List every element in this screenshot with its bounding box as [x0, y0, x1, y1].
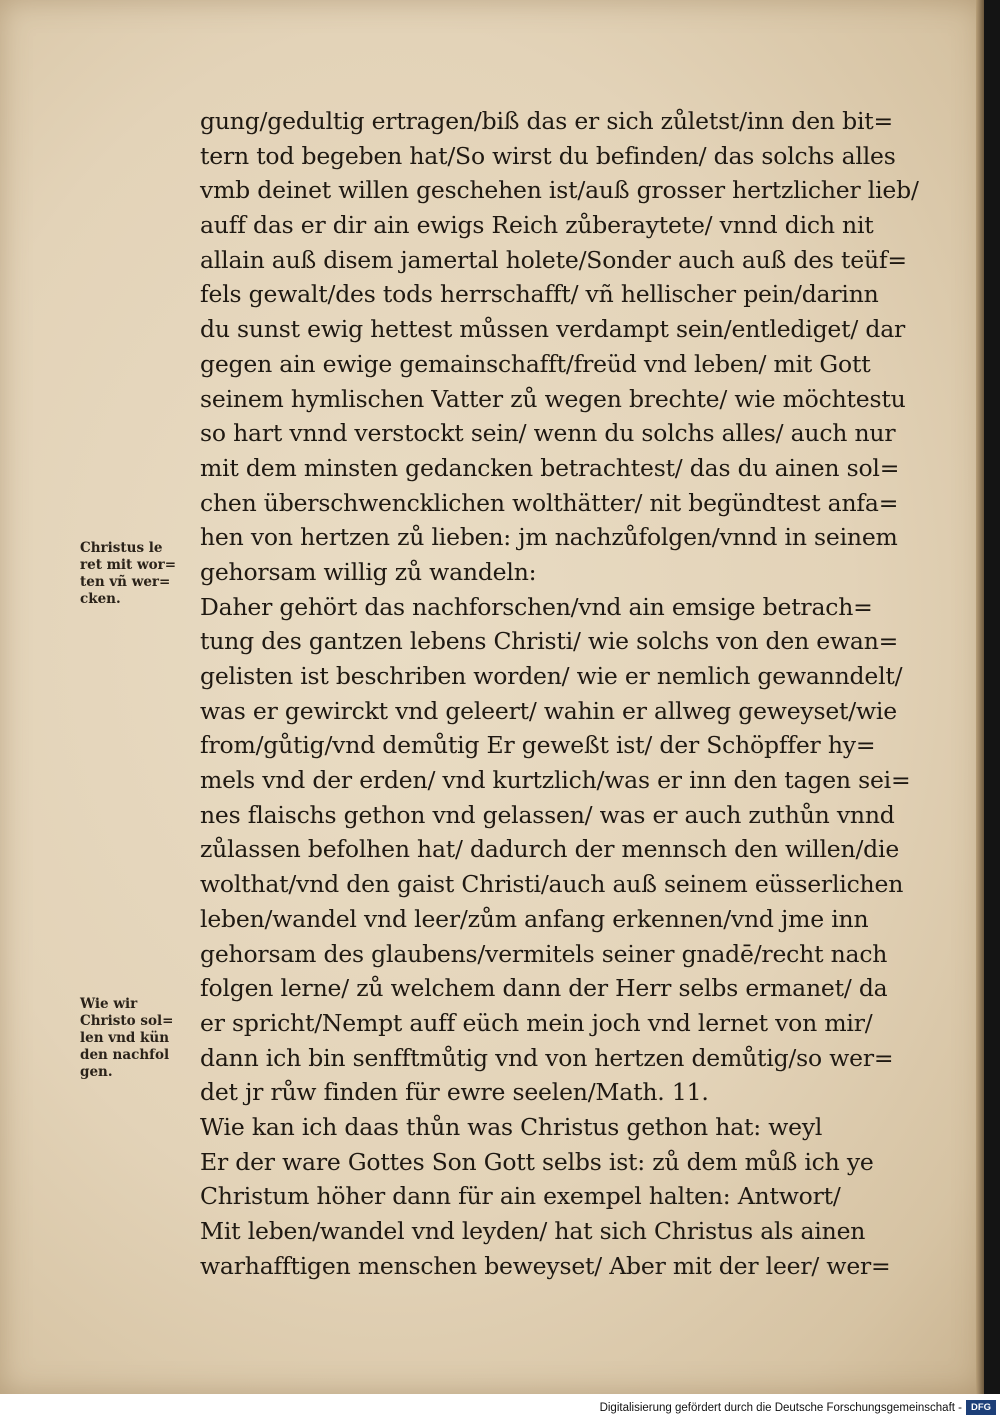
page-edge-shadow [976, 0, 984, 1394]
text-line: auff das er dir ain ewigs Reich zůberaytete/ vnnd dich nit [200, 211, 874, 240]
margin-note-line: Christo sol= [80, 1013, 174, 1029]
main-text-block [200, 104, 940, 1283]
text-line: allain auß disem jamertal holete/Sonder auch auß des teüf= [200, 245, 907, 274]
text-line: er spricht/Nempt auff eüch mein joch vnd lernet von mir/ [200, 1008, 873, 1037]
text-line: nes flaischs gethon vnd gelassen/ was er auch zuthůn vnnd [200, 800, 895, 829]
text-line: so hart vnnd verstockt sein/ wenn du solchs alles/ auch nur [200, 419, 896, 448]
text-line: gehorsam des glaubens/vermitels seiner gnadē/recht nach [200, 939, 888, 968]
margin-note-line: Christus le [80, 540, 163, 556]
text-line: gung/gedultig ertragen/biß das er sich zůletst/inn den bit= [200, 107, 893, 135]
margin-note-line: ret mit wor= [80, 557, 177, 573]
text-line: zůlassen befolhen hat/ dadurch der mennsch den willen/die [200, 835, 900, 864]
text-line: du sunst ewig hettest můssen verdampt sein/entlediget/ dar [200, 315, 906, 344]
margin-note-wie-wir-christo [80, 996, 198, 1081]
margin-note-line: den nachfol [80, 1047, 170, 1063]
text-line: mels vnd der erden/ vnd kurtzlich/was er inn den tagen sei= [200, 766, 911, 795]
footer-bar [0, 1394, 1000, 1424]
margin-note-line: cken. [80, 591, 121, 607]
margin-note-line: ten vñ wer= [80, 574, 171, 590]
text-line: gegen ain ewige gemainschafft/freüd vnd leben/ mit Gott [200, 349, 871, 378]
text-line: wolthat/vnd den gaist Christi/auch auß seinem eüsserlichen [200, 870, 904, 899]
text-line: dann ich bin senfftmůtig vnd von hertzen demůtig/so wer= [200, 1043, 894, 1072]
text-line: Daher gehört das nachforschen/vnd ain emsige betrach= [200, 592, 873, 621]
dfg-logo: DFG [966, 1400, 996, 1415]
text-line: det jr růw finden für ewre seelen/Math. 11. [200, 1078, 709, 1107]
text-line: vmb deinet willen geschehen ist/auß grosser hertzlicher lieb/ [200, 176, 919, 205]
funding-notice: Digitalisierung gefördert durch die Deutsche Forschungsgemeinschaft - [599, 1402, 962, 1414]
text-line: warhafftigen menschen beweyset/ Aber mit der leer/ wer= [200, 1251, 891, 1280]
text-line: Christum höher dann für ain exempel halten: Antwort/ [200, 1182, 841, 1211]
text-line: from/gůtig/vnd demůtig Er geweßt ist/ der Schöpffer hy= [200, 731, 876, 760]
text-line: leben/wandel vnd leer/zům anfang erkennen/vnd jme inn [200, 904, 869, 933]
text-line: tung des gantzen lebens Christi/ wie solchs von den ewan= [200, 627, 899, 656]
text-line: hen von hertzen zů lieben: jm nachzůfolgen/vnnd in seinem [200, 523, 898, 552]
text-line: Wie kan ich daas thůn was Christus gethon hat: weyl [200, 1112, 823, 1141]
text-line: gehorsam willig zů wandeln: [200, 557, 537, 586]
text-line: fels gewalt/des tods herrschafft/ vñ hellischer pein/darinn [200, 280, 879, 309]
margin-note-christus-leret [80, 540, 198, 608]
margin-note-line: len vnd kün [80, 1030, 170, 1046]
text-line: Mit leben/wandel vnd leyden/ hat sich Christus als ainen [200, 1217, 866, 1245]
text-line: mit dem minsten gedancken betrachtest/ das du ainen sol= [200, 453, 900, 482]
text-line: was er gewirckt vnd geleert/ wahin er allweg geweyset/wie [200, 696, 897, 725]
text-line: Er der ware Gottes Son Gott selbs ist: zů dem můß ich ye [200, 1147, 874, 1176]
margin-note-line: gen. [80, 1064, 113, 1080]
text-line: seinem hymlischen Vatter zů wegen brechte/ wie möchtestu [200, 384, 906, 413]
text-line: chen überschwencklichen wolthätter/ nit begündtest anfa= [200, 488, 899, 517]
text-line: tern tod begeben hat/So wirst du befinden/ das solchs alles [200, 141, 896, 170]
margin-note-line: Wie wir [80, 996, 138, 1012]
text-line: gelisten ist beschriben worden/ wie er nemlich gewanndelt/ [200, 662, 903, 690]
text-line: folgen lerne/ zů welchem dann der Herr selbs ermanet/ da [200, 974, 888, 1003]
